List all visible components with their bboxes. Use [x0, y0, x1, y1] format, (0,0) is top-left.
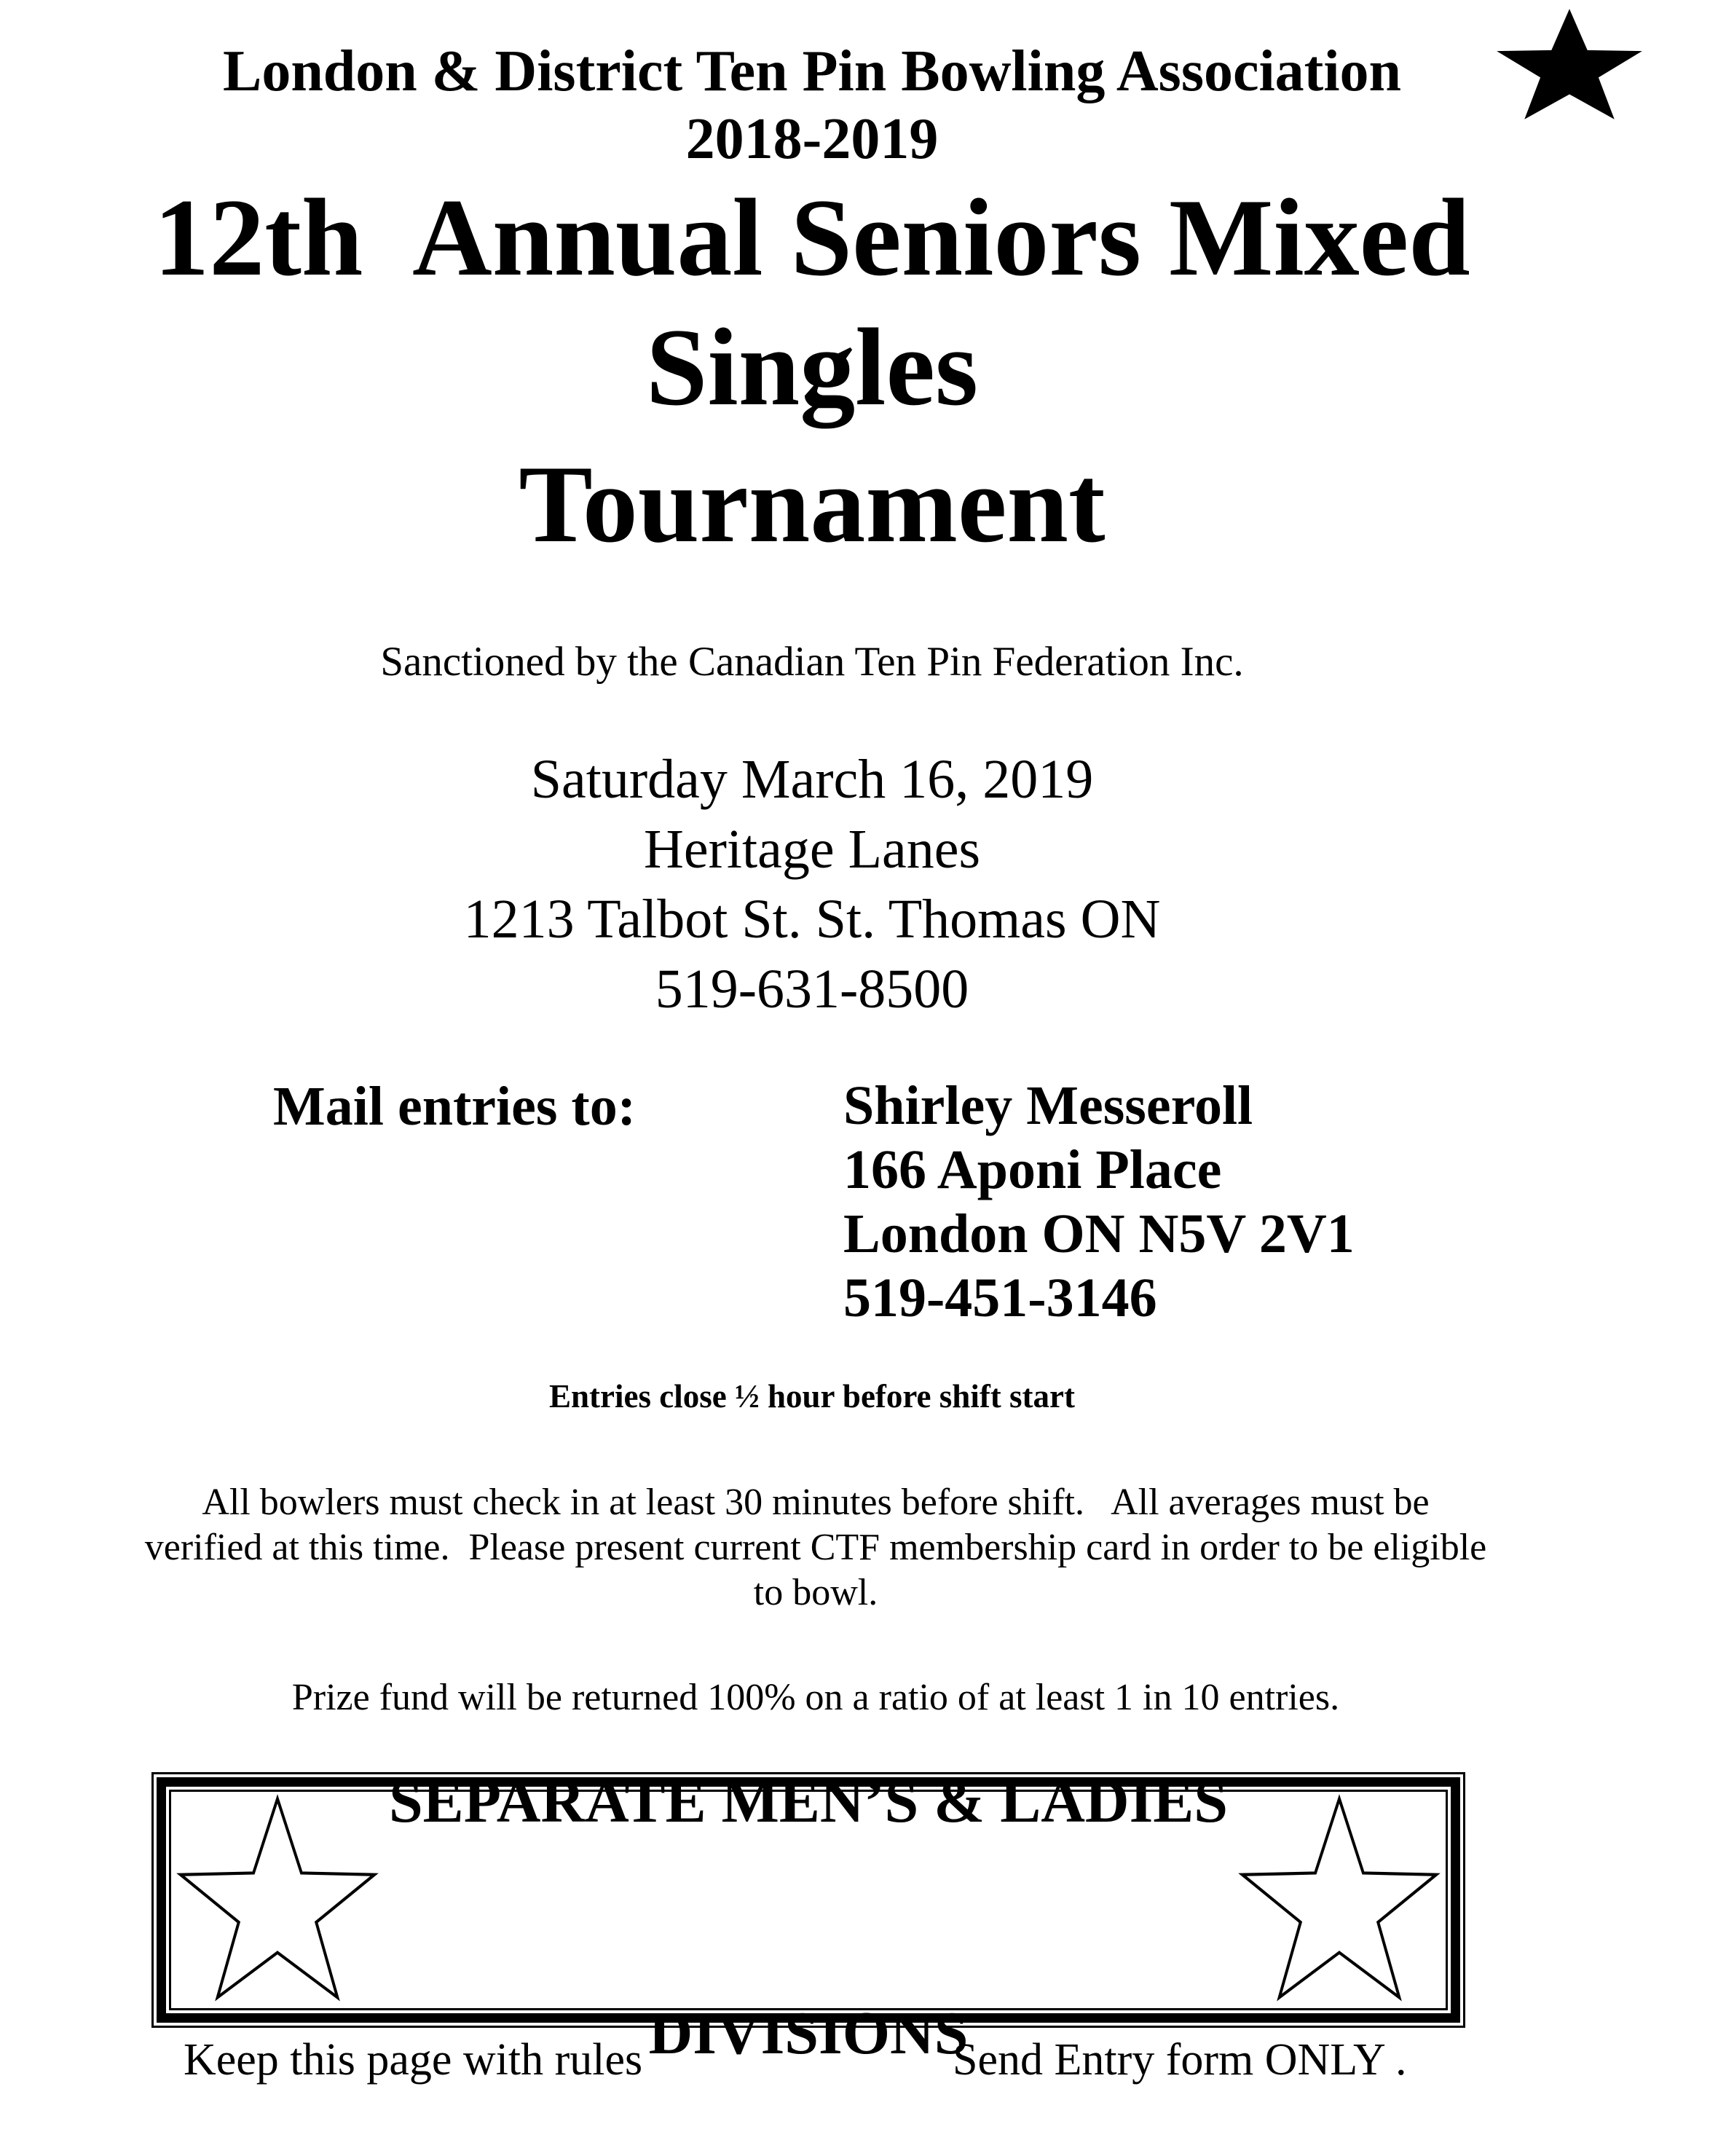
prize-fund-note: Prize fund will be returned 100% on a ratio of at least 1 in 10 entries. — [291, 1677, 1340, 1718]
event-venue: Heritage Lanes — [643, 819, 981, 880]
event-address: 1213 Talbot St. St. Thomas ON — [463, 889, 1161, 950]
footer-keep-page-note: Keep this page with rules — [184, 2035, 643, 2085]
checkin-paragraph-line-1: All bowlers must check in at least 30 minutes before shift. All averages must be — [202, 1482, 1430, 1523]
footer-send-entry-note: Send Entry form ONLY . — [953, 2035, 1407, 2085]
divisions-line-1: SEPARATE MEN’S & LADIES — [388, 1767, 1229, 1836]
season: 2018-2019 — [685, 107, 939, 171]
mail-phone: 519-451-3146 — [843, 1267, 1157, 1329]
checkin-paragraph-line-2: verified at this time. Please present current CTF membership card in order to be eligible — [144, 1527, 1487, 1568]
divisions-line-2: DIVISIONS — [648, 1999, 969, 2067]
association-name: London & District Ten Pin Bowling Association — [222, 39, 1402, 103]
mail-street: 166 Aponi Place — [843, 1139, 1222, 1200]
title-line-1: 12th Annual Seniors Mixed — [154, 176, 1470, 299]
mail-entries-label: Mail entries to: — [273, 1076, 637, 1137]
mail-city: London ON N5V 2V1 — [843, 1203, 1355, 1264]
sanction-note: Sanctioned by the Canadian Ten Pin Federation Inc. — [380, 639, 1244, 685]
event-phone: 519-631-8500 — [655, 959, 969, 1020]
mail-recipient-name: Shirley Messeroll — [843, 1075, 1253, 1136]
star-outline-icon — [176, 1793, 379, 2007]
star-outline-icon — [1237, 1793, 1441, 2007]
title-line-2: Singles — [645, 306, 979, 428]
entries-deadline-note: Entries close ½ hour before shift start — [549, 1378, 1075, 1415]
checkin-paragraph-line-3: to bowl. — [753, 1572, 878, 1613]
title-line-3: Tournament — [519, 443, 1106, 565]
event-date: Saturday March 16, 2019 — [530, 749, 1094, 810]
star-filled-icon — [1493, 6, 1646, 126]
